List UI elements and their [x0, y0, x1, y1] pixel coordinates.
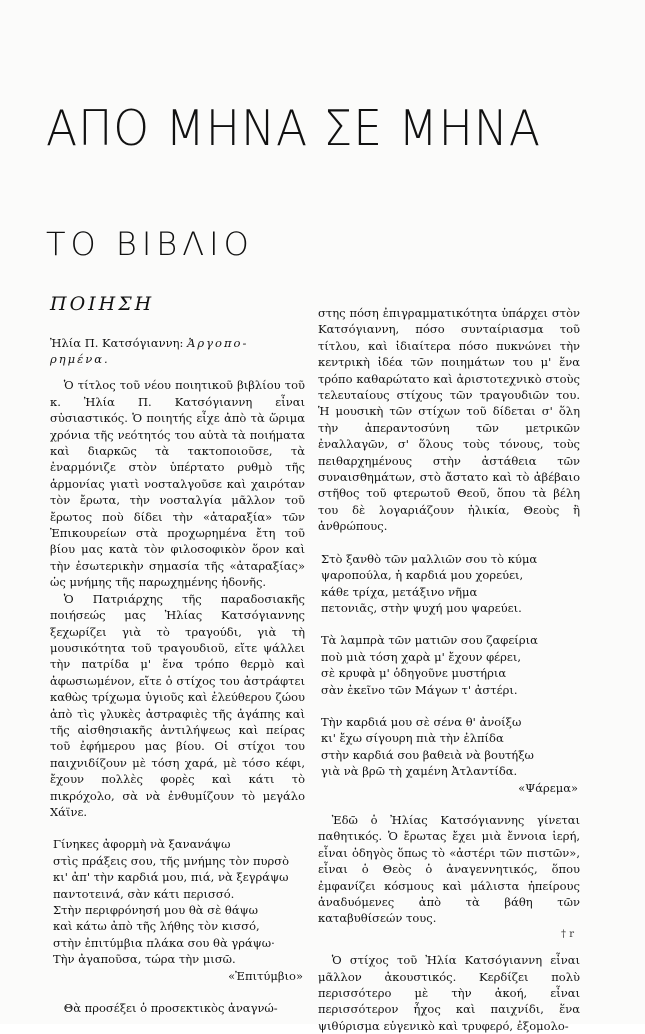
body-paragraph: Ὁ στίχος τοῦ Ἠλία Κατσόγιαννη εἶναι μᾶλλον ἀκουστικός. Κερδίζει πολὺ περισσότερο μὲ τὴν ἀκοή, εἶναι περισσότερον ἦχος καὶ παιχνίδι, ἕνα ψιθύρισμα εὐγενικὸ καὶ τρυφερό, ἐξομολο-	[318, 953, 580, 1033]
poem-stanza	[318, 632, 580, 698]
poem-psarema	[318, 714, 580, 796]
poem-line: σὲ κρυφὰ μ' ὁδηγοῦνε μυστήρια	[321, 666, 507, 681]
book-title-continued: ρημένα.	[50, 352, 110, 367]
poem-line: στὶς πράξεις σου, τῆς μνήμης τὸν πυρσὸ	[53, 853, 290, 868]
poem-line: πετονιᾶς, στὴν ψυχή μου ψαρεύει.	[321, 600, 522, 615]
poem-line: Γίνηκες ἀφορμὴ νὰ ξανανάψω	[53, 837, 231, 852]
category-heading: ΠΟΙΗΣΗ	[50, 293, 155, 315]
book-title: Ἀργοπο-	[187, 336, 249, 351]
poem-line: Τὴν ἀγαποῦσα, τώρα τὴν μισῶ.	[53, 952, 236, 967]
right-column	[318, 305, 580, 1034]
poem-line: ποὺ μιὰ τόση χαρὰ μ' ἔχουν φέρει,	[321, 649, 522, 664]
poem-line: παντοτεινά, σὰν κάτι περισσό.	[53, 886, 235, 901]
poem-stanza	[318, 551, 580, 617]
poem-title: «Ψάρεμα»	[518, 780, 578, 795]
book-author: Ἠλία Π. Κατσόγιαννη:	[50, 336, 184, 351]
poem-line: σὰν ἐκεῖνο τῶν Μάγων τ' ἀστέρι.	[321, 682, 518, 697]
poem-line: καὶ κάτω ἀπὸ τῆς λήθης τὸν κισσό,	[53, 919, 260, 934]
poem-line: στὴν ἐπιτύμβια πλάκα σου θὰ γράψω·	[53, 935, 275, 950]
body-paragraph: Ἐδῶ ὁ Ἠλίας Κατσόγιαννης γίνεται παθητικός. Ὁ ἔρωτας ἔχει μιὰ ἔννοια ἱερή, εἶναι ὁδηγὸς ὅπως τὸ «ἀστέρι τῶν πιστῶν», εἶναι ὁ Θεὸς ὁ ἀναγεννητικός, ὅπου ἐμφανίζει κόσμους καὶ μάλιστα ἠπείρους ἀναδυόμενες ἀπὸ τὰ βάθη τῶν καταβυθίσεών τους.	[318, 812, 580, 926]
poem-line: ψαροπούλα, ἡ καρδιά μου χορεύει,	[321, 568, 524, 583]
poem-line: Τὴν καρδιά μου σὲ σένα θ' ἀνοίξω	[321, 714, 522, 729]
poem-line: Στὸ ξανθὸ τῶν μαλλιῶν σου τὸ κύμα	[321, 551, 538, 566]
section-heading: ΤΟ ΒΙΒΛΙΟ	[46, 225, 254, 263]
book-reference	[50, 335, 305, 367]
poem-epitymvio	[50, 836, 305, 984]
margin-mark: † r	[561, 928, 574, 940]
poem-line: κι' ἔχω σίγουρη πιὰ τὴν ἐλπίδα	[321, 731, 504, 746]
poem-line: κάθε τρίχα, μετάξινο νῆμα	[321, 584, 478, 599]
poem-line: κι' ἀπ' τὴν καρδιά μου, πιά, νὰ ξεγράψω	[53, 870, 289, 885]
poem-line: Στὴν περιφρόνησή μου θὰ σὲ θάψω	[53, 903, 258, 917]
body-paragraph: Θὰ προσέξει ὁ προσεκτικὸς ἀναγνώ-	[63, 1001, 278, 1016]
poem-title: «Ἐπιτύμβιο»	[228, 968, 303, 983]
page-title: ΑΠΟ ΜΗΝΑ ΣΕ ΜΗΝΑ	[46, 100, 541, 157]
body-paragraph: Ὁ τίτλος τοῦ νέου ποιητικοῦ βιβλίου τοῦ κ. Ἠλία Π. Κατσόγιαννη εἶναι σὐσιαστικός. Ὁ ποιητής εἶχε ἀπὸ τὰ ὥριμα χρόνια τῆς νεότητός του αὐτὰ τὰ ποιήματα καὶ διαρκῶς τὰ τακτοποιοῦσε, τὰ ἐναρμόνιζε στὸν ὑπέρτατο ρυθμὸ τῆς ἁρμονίας γιατὶ νοσταλγοῦσε καὶ χαιρόταν τὸν ἔρωτα, τὴν νοσταλγία μᾶλλον τοῦ ἔρωτος ποὺ δίδει τὴν «ἀταραξία» τῶν Ἐπικουρείων στὰ προχωρημένα ἔτη τοῦ βίου μας κατὰ τὸν φιλοσοφικὸν ὅρον καὶ τὴν ἐσωτερικὴν σημασία τῆς «ἀταραξίας» ὡς μνήμης τῆς παρωχημένης ἡδονῆς.	[50, 378, 305, 590]
body-paragraph: στης πόση ἐπιγραμματικότητα ὑπάρχει στὸν Κατσόγιαννη, πόσο συνταίριασμα τοῦ τίτλου, καὶ ἰδιαίτερα πόσο πυκνώνει τὴν κεντρικὴ ἰδέα τῶν ποιημάτων του μ' ἕνα τρόπο καθαρώτατο καὶ ἀριστοτεχνικὸ στοὺς τελευταίους στίχους τῶν τραγουδιῶν του. Ἡ μουσικὴ τῶν στίχων τοῦ δίδεται σ' ὅλη τὴν ἀπεραντοσύνη τῶν μετρικῶν ἐναλλαγῶν, σ' ὅλους τοὺς τόνους, τοὺς πειθαρχημένους στὴν ἀστάθεια τῶν συναισθημάτων, στὸ ἄστατο καὶ τὸ ἀβέβαιο στῆθος τοῦ φτερωτοῦ Θεοῦ, ὅπου τὰ βέλη του δὲ λογαριάζουν ἡλικία, Θεοὺς ἢ ἀνθρώπους.	[318, 306, 580, 534]
poem-line: Τὰ λαμπρὰ τῶν ματιῶν σου ζαφείρια	[321, 633, 538, 648]
poem-line: γιὰ νὰ βρῶ τὴ χαμένη Ἀτλαντίδα.	[321, 764, 518, 779]
poem-line: στὴν καρδιά σου βαθειὰ νὰ βουτήξω	[321, 747, 534, 762]
body-paragraph: Ὁ Πατριάρχης τῆς παραδοσιακῆς ποιήσεώς μας Ἠλίας Κατσόγιαννης ξεχωρίζει γιὰ τὸ τραγούδι, γιὰ τὴ μουσικότητα τοῦ τραγουδιοῦ, εἴτε ψάλλει τὴν πατρίδα μ' ἕνα τρόπο θερμὸ καὶ ἀφωσιωμένον, εἴτε ὁ στίχος του ἀστράφτει καθὼς τρίχωμα ὑγιοῦς καὶ ἐλεύθερου ζώου ἀπὸ τὶς γλυκὲς ἀστραφιὲς τῆς ἀγάπης καὶ τῆς αἰσθησιακῆς ἀντιλήψεως καὶ πείρας τοῦ ἐφήμερου μας βίου. Οἱ στίχοι του παιχνιδίζουν μὲ τόση χαρά, μὲ τόσο κέφι, ἔχουν πολλὲς φορὲς καὶ κάτι τὸ πικρόχολο, σὰ νὰ ἐνθυμίζουν τὸ μεγάλο Χάϊνε.	[50, 591, 305, 819]
left-column	[50, 293, 305, 1016]
